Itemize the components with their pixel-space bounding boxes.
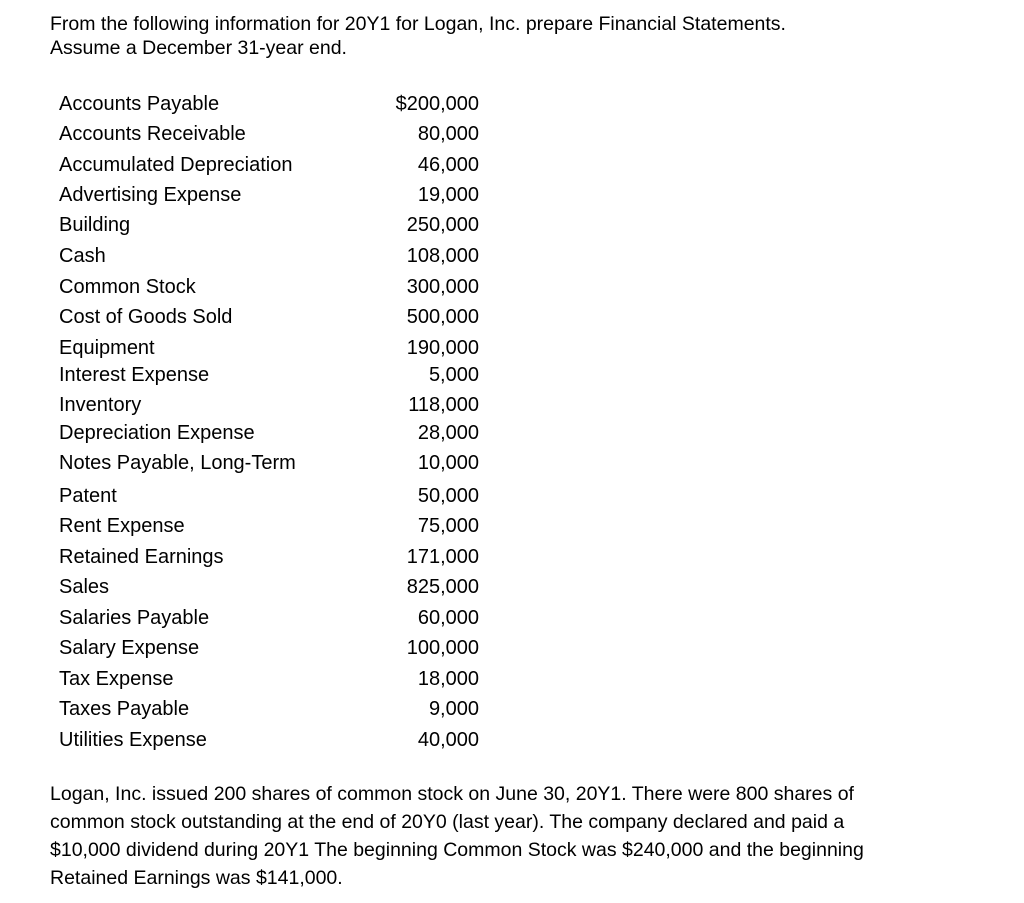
account-row bbox=[59, 665, 479, 693]
account-row bbox=[59, 151, 479, 179]
account-name: Interest Expense bbox=[59, 364, 210, 386]
intro-line: From the following information for 20Y1 for Logan, Inc. prepare Financial Statements. bbox=[50, 13, 786, 35]
account-amount: 171,000 bbox=[406, 546, 479, 568]
account-name: Rent Expense bbox=[59, 515, 185, 537]
account-row bbox=[59, 695, 479, 723]
account-row bbox=[59, 181, 479, 209]
account-row bbox=[59, 120, 479, 148]
account-name: Accumulated Depreciation bbox=[59, 154, 293, 176]
account-name: Building bbox=[59, 214, 131, 236]
account-amount: 500,000 bbox=[406, 306, 479, 328]
intro-line: Assume a December 31-year end. bbox=[50, 37, 347, 59]
account-name: Accounts Payable bbox=[59, 93, 220, 115]
account-row bbox=[59, 543, 479, 571]
account-amount: 190,000 bbox=[406, 337, 479, 359]
account-name: Cost of Goods Sold bbox=[59, 306, 233, 328]
footnote-line: Logan, Inc. issued 200 shares of common stock on June 30, 20Y1. There were 800 shares of bbox=[50, 783, 854, 805]
account-amount: 46,000 bbox=[417, 154, 479, 176]
account-row bbox=[59, 334, 479, 362]
account-name: Depreciation Expense bbox=[59, 422, 255, 444]
footnote-line: common stock outstanding at the end of 20Y0 (last year). The company declared and paid a bbox=[50, 811, 845, 833]
account-name: Salary Expense bbox=[59, 637, 200, 659]
account-name: Taxes Payable bbox=[59, 698, 190, 720]
account-amount: 300,000 bbox=[406, 276, 479, 298]
account-row bbox=[59, 604, 479, 632]
footnote-line: $10,000 dividend during 20Y1 The beginning Common Stock was $240,000 and the beginning bbox=[50, 839, 864, 861]
account-amount: 5,000 bbox=[428, 364, 479, 386]
account-amount: 9,000 bbox=[428, 698, 479, 720]
account-amount: 75,000 bbox=[417, 515, 479, 537]
account-row bbox=[59, 90, 479, 118]
account-name: Inventory bbox=[59, 394, 142, 416]
account-amount: 28,000 bbox=[417, 422, 479, 444]
account-amount: 100,000 bbox=[406, 637, 479, 659]
account-name: Accounts Receivable bbox=[59, 123, 246, 145]
account-row bbox=[59, 726, 479, 754]
account-row bbox=[59, 512, 479, 540]
account-row bbox=[59, 273, 479, 301]
account-name: Cash bbox=[59, 245, 106, 267]
account-amount: 10,000 bbox=[417, 452, 479, 474]
account-row bbox=[59, 634, 479, 662]
account-amount: 19,000 bbox=[417, 184, 479, 206]
footnote-line: Retained Earnings was $141,000. bbox=[50, 867, 343, 889]
account-amount: 118,000 bbox=[408, 394, 479, 416]
account-name: Sales bbox=[59, 576, 110, 598]
account-amount: 825,000 bbox=[406, 576, 479, 598]
account-row bbox=[59, 303, 479, 331]
account-name: Salaries Payable bbox=[59, 607, 210, 629]
account-name: Tax Expense bbox=[59, 668, 174, 690]
account-amount: 108,000 bbox=[406, 245, 479, 267]
account-row bbox=[59, 391, 479, 419]
account-name: Equipment bbox=[59, 337, 155, 359]
account-name: Advertising Expense bbox=[59, 184, 242, 206]
account-amount: 40,000 bbox=[417, 729, 479, 751]
account-name: Common Stock bbox=[59, 276, 196, 298]
account-row bbox=[59, 573, 479, 601]
account-row bbox=[59, 242, 479, 270]
intro-paragraph bbox=[50, 12, 1010, 60]
account-amount: 18,000 bbox=[417, 668, 479, 690]
account-amount: 60,000 bbox=[417, 607, 479, 629]
account-amount: 250,000 bbox=[406, 214, 479, 236]
account-name: Notes Payable, Long-Term bbox=[59, 452, 296, 474]
account-row bbox=[59, 419, 479, 447]
account-row bbox=[59, 211, 479, 239]
account-amount: 80,000 bbox=[417, 123, 479, 145]
account-name: Patent bbox=[59, 485, 117, 507]
account-row bbox=[59, 361, 479, 389]
footnote-paragraph bbox=[50, 780, 1010, 892]
account-row bbox=[59, 449, 479, 477]
account-amount: 50,000 bbox=[417, 485, 479, 507]
account-name: Retained Earnings bbox=[59, 546, 224, 568]
account-amount: $200,000 bbox=[395, 93, 479, 115]
account-row bbox=[59, 482, 479, 510]
account-name: Utilities Expense bbox=[59, 729, 207, 751]
